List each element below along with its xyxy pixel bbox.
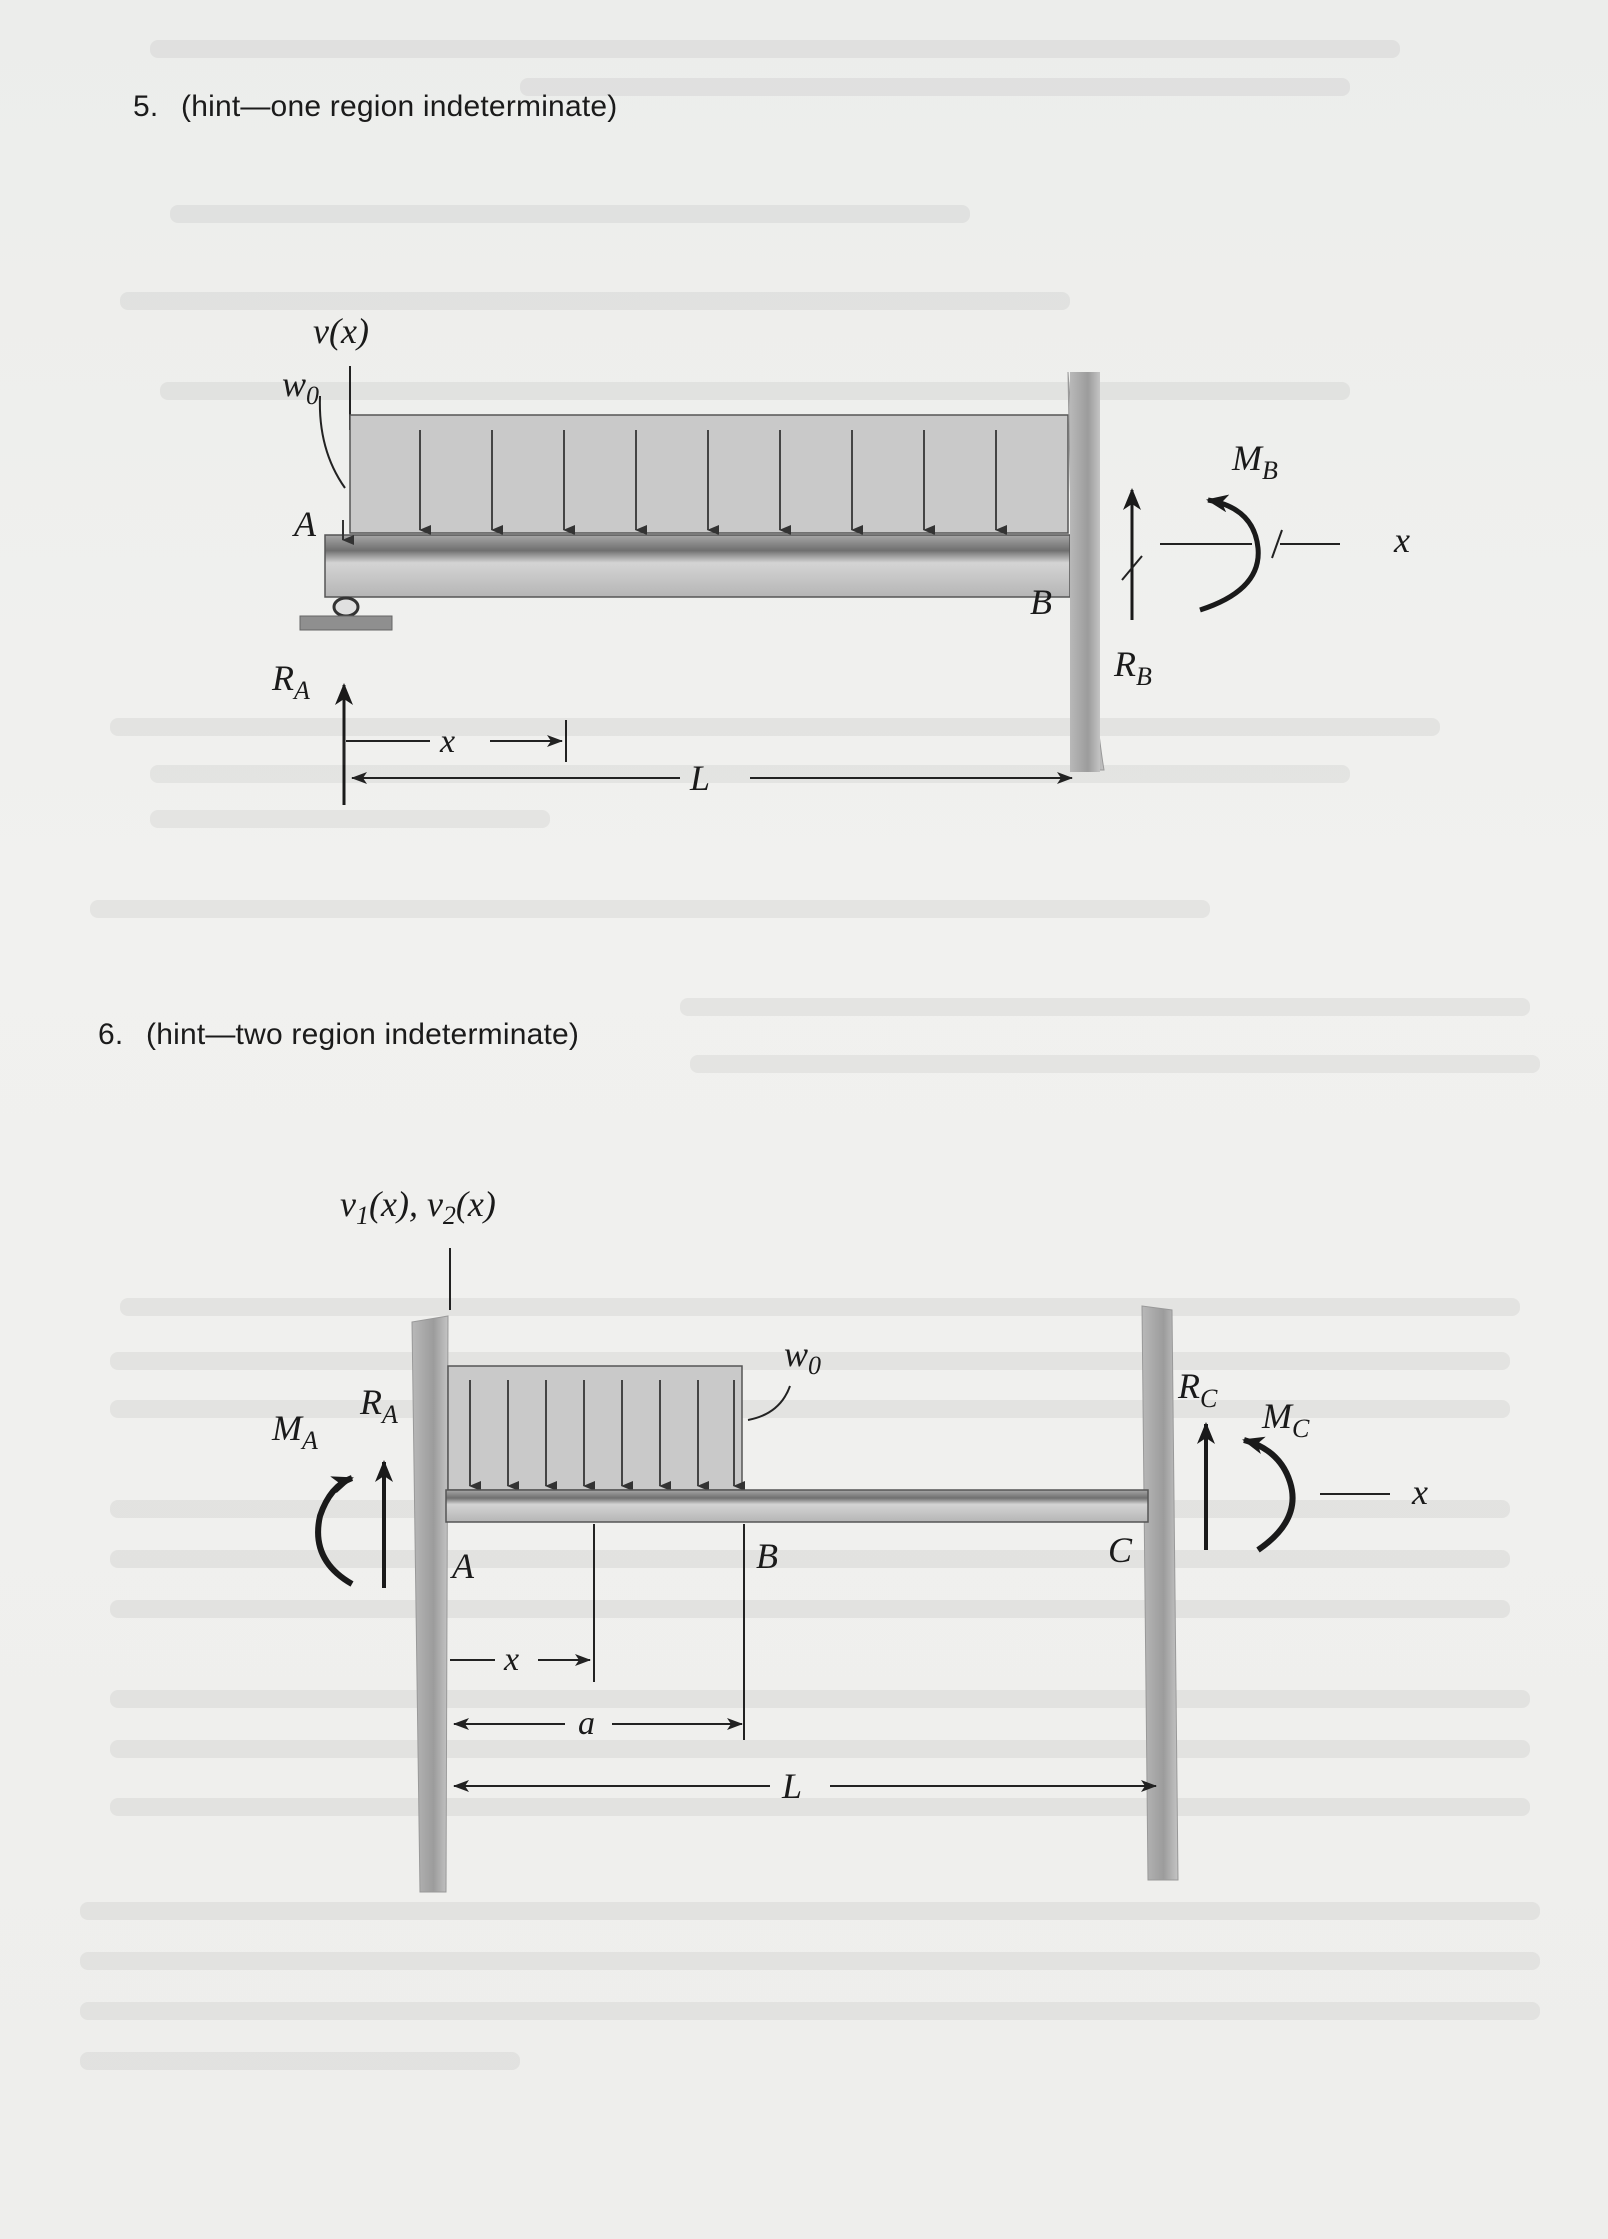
fixed-wall-a <box>412 1316 448 1892</box>
fixed-wall-c <box>1142 1306 1178 1880</box>
moment-mb-label: $M_B$ <box>1232 438 1278 485</box>
problem-6-number: 6. <box>98 1018 124 1051</box>
beam <box>446 1490 1148 1522</box>
reaction-rb-label: $R_B$ <box>1114 644 1152 691</box>
problem-5-number: 5. <box>133 90 159 123</box>
point-b-label: B <box>756 1536 778 1576</box>
v-axis-label: v(x) <box>313 311 369 351</box>
roller-support-a <box>300 598 392 630</box>
point-c-label: C <box>1108 1530 1133 1570</box>
fixed-wall-b-face <box>1070 372 1100 772</box>
w0-label: $w_0$ <box>784 1334 822 1380</box>
point-b-label: B <box>1030 582 1052 622</box>
w0-label: $w_0$ <box>282 364 320 410</box>
reaction-ra-label: $R_A$ <box>360 1382 398 1429</box>
x-axis-label: x <box>1394 520 1410 560</box>
beam <box>325 535 1070 597</box>
figure-5 <box>271 311 1410 805</box>
x-dimension-label: x <box>504 1641 520 1678</box>
w0-leader <box>320 396 345 488</box>
v-functions-label: $v_1(x)$, $v_2(x)$ <box>340 1184 496 1230</box>
moment-mb-arrow <box>1200 500 1258 610</box>
reaction-rc-label: $R_C$ <box>1178 1366 1218 1413</box>
reaction-ra-label: $R_A$ <box>272 658 310 705</box>
problem-5-hint: (hint—one region indeterminate) <box>181 90 618 123</box>
point-a-label: A <box>294 504 316 544</box>
moment-mc-label: $M_C$ <box>1262 1396 1310 1443</box>
moment-ma-label: $M_A$ <box>272 1408 318 1455</box>
point-a-label: A <box>452 1546 474 1586</box>
figure-6 <box>271 1184 1428 1892</box>
x-dimension-label: x <box>440 723 456 760</box>
moment-mc-arrow <box>1244 1440 1293 1550</box>
a-dimension-label: a <box>578 1705 595 1742</box>
l-dimension-label: L <box>690 758 711 798</box>
l-dimension-label: L <box>782 1766 803 1806</box>
problem-6-hint: (hint—two region indeterminate) <box>146 1018 580 1051</box>
x-axis-label: x <box>1412 1472 1428 1512</box>
w0-leader <box>748 1386 790 1420</box>
moment-ma-arrow <box>318 1478 352 1584</box>
